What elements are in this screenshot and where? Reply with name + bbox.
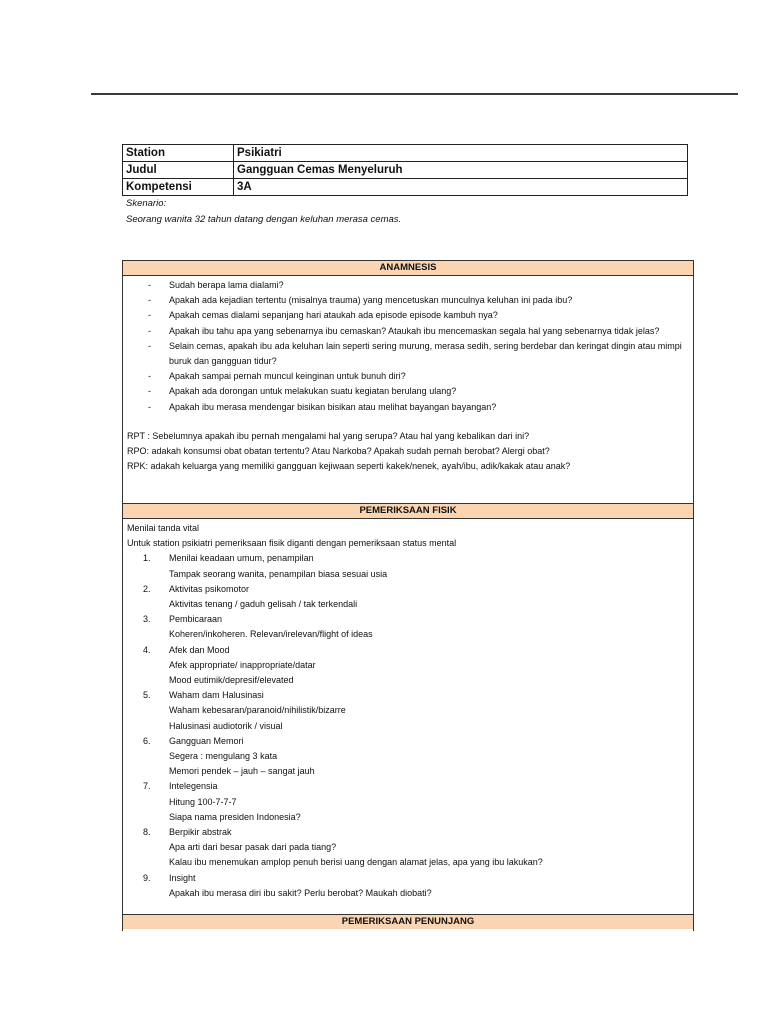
pemeriksaan-penunjang-section xyxy=(122,914,694,931)
header-rule xyxy=(91,93,738,95)
scenario xyxy=(126,196,401,228)
fisik-intro-1: Menilai tanda vital xyxy=(127,523,200,533)
rpo-text: RPO: adakah konsumsi obat obatan tertentu? Atau Narkoba? Apakah sudah pernah berobat? Alergi obat? xyxy=(127,446,550,457)
pemeriksaan-penunjang-title: PEMERIKSAAN PENUNJANG xyxy=(123,915,693,929)
station-label: Station xyxy=(123,145,234,162)
kompetensi-label: Kompetensi xyxy=(123,179,234,196)
list-item: 4. Afek dan Mood Afek appropriate/ inappropriate/datar Mood eutimik/depresif/elevated xyxy=(143,644,316,686)
judul-row xyxy=(123,162,688,179)
kompetensi-row xyxy=(123,179,688,196)
pemeriksaan-fisik-body xyxy=(123,519,693,917)
list-item: 5. Waham dam Halusinasi Waham kebesaran/paranoid/nihilistik/bizarre Halusinasi audiotorik / visual xyxy=(143,690,346,731)
station-value: Psikiatri xyxy=(234,145,688,162)
info-table xyxy=(122,144,688,196)
station-row xyxy=(123,145,688,162)
anamnesis-body xyxy=(123,276,693,507)
anamnesis-title: ANAMNESIS xyxy=(123,261,693,276)
list-item: 3. Pembicaraan Koheren/inkoheren. Relevan/irelevan/flight of ideas xyxy=(143,614,373,640)
list-item: 1. Menilai keadaan umum, penampilan Tampak seorang wanita, penampilan biasa sesuai usia xyxy=(143,553,388,579)
list-item: 8. Berpikir abstrak Apa arti dari besar pasak dari pada tiang? Kalau ibu menemukan amplop penuh berisi uang dengan alamat jelas, apa yang ibu lakukan? xyxy=(143,827,543,868)
list-item: 9. Insight Apakah ibu merasa diri ibu sakit? Perlu berobat? Maukah diobati? xyxy=(143,872,432,898)
scenario-label: Skenario: xyxy=(126,198,167,209)
list-item: 7. Intelegensia Hitung 100-7-7-7 Siapa nama presiden Indonesia? xyxy=(143,781,301,822)
list-item: - Apakah cemas dialami sepanjang hari ataukah ada episode episode kambuh nya? xyxy=(127,308,689,323)
rpt-text: RPT : Sebelumnya apakah ibu pernah mengalami hal yang serupa? Atau hal yang kebalikan dari ini? xyxy=(127,430,530,441)
list-item: 6. Gangguan Memori Segera : mengulang 3 kata Memori pendek – jauh – sangat jauh xyxy=(143,735,315,777)
list-item: 2. Aktivitas psikomotor Aktivitas tenang / gaduh gelisah / tak terkendali xyxy=(143,583,358,610)
mental-status-list xyxy=(127,551,689,901)
list-item: - Apakah ada dorongan untuk melakukan suatu kegiatan berulang ulang? xyxy=(127,384,689,399)
list-item: - Apakah sampai pernah muncul keinginan untuk bunuh diri? xyxy=(127,369,689,384)
list-item: - Apakah ada kejadian tertentu (misalnya trauma) yang mencetuskan munculnya keluhan ini pada ibu? xyxy=(127,293,689,308)
fisik-intro-2: Untuk station psikiatri pemeriksaan fisik diganti dengan pemeriksaan status mental xyxy=(127,538,457,549)
judul-label: Judul xyxy=(123,162,234,179)
rpk-text: RPK: adakah keluarga yang memiliki gangguan kejiwaan seperti kakek/nenek, ayah/ibu, adik/kakak atau anak? xyxy=(127,461,571,472)
pemeriksaan-fisik-section xyxy=(122,503,694,918)
pemeriksaan-fisik-title: PEMERIKSAAN FISIK xyxy=(123,504,693,519)
list-item: - Apakah ibu merasa mendengar bisikan bisikan atau melihat bayangan bayangan? xyxy=(127,400,689,415)
anamnesis-questions xyxy=(127,278,689,415)
list-item: - Apakah ibu tahu apa yang sebenarnya ibu cemaskan? Ataukah ibu mencemaskan segala hal yang sebenarnya tidak jelas? xyxy=(127,324,689,339)
anamnesis-section xyxy=(122,260,694,508)
scenario-text: Seorang wanita 32 tahun datang dengan keluhan merasa cemas. xyxy=(126,214,402,225)
kompetensi-value: 3A xyxy=(234,179,688,196)
list-item: - Sudah berapa lama dialami? xyxy=(127,278,689,293)
list-item: - Selain cemas, apakah ibu ada keluhan lain seperti sering murung, merasa sedih, sering berdebar dan keringat dingin atau mimpi buruk dan gangguan tidur? xyxy=(127,339,689,369)
judul-value: Gangguan Cemas Menyeluruh xyxy=(234,162,688,179)
